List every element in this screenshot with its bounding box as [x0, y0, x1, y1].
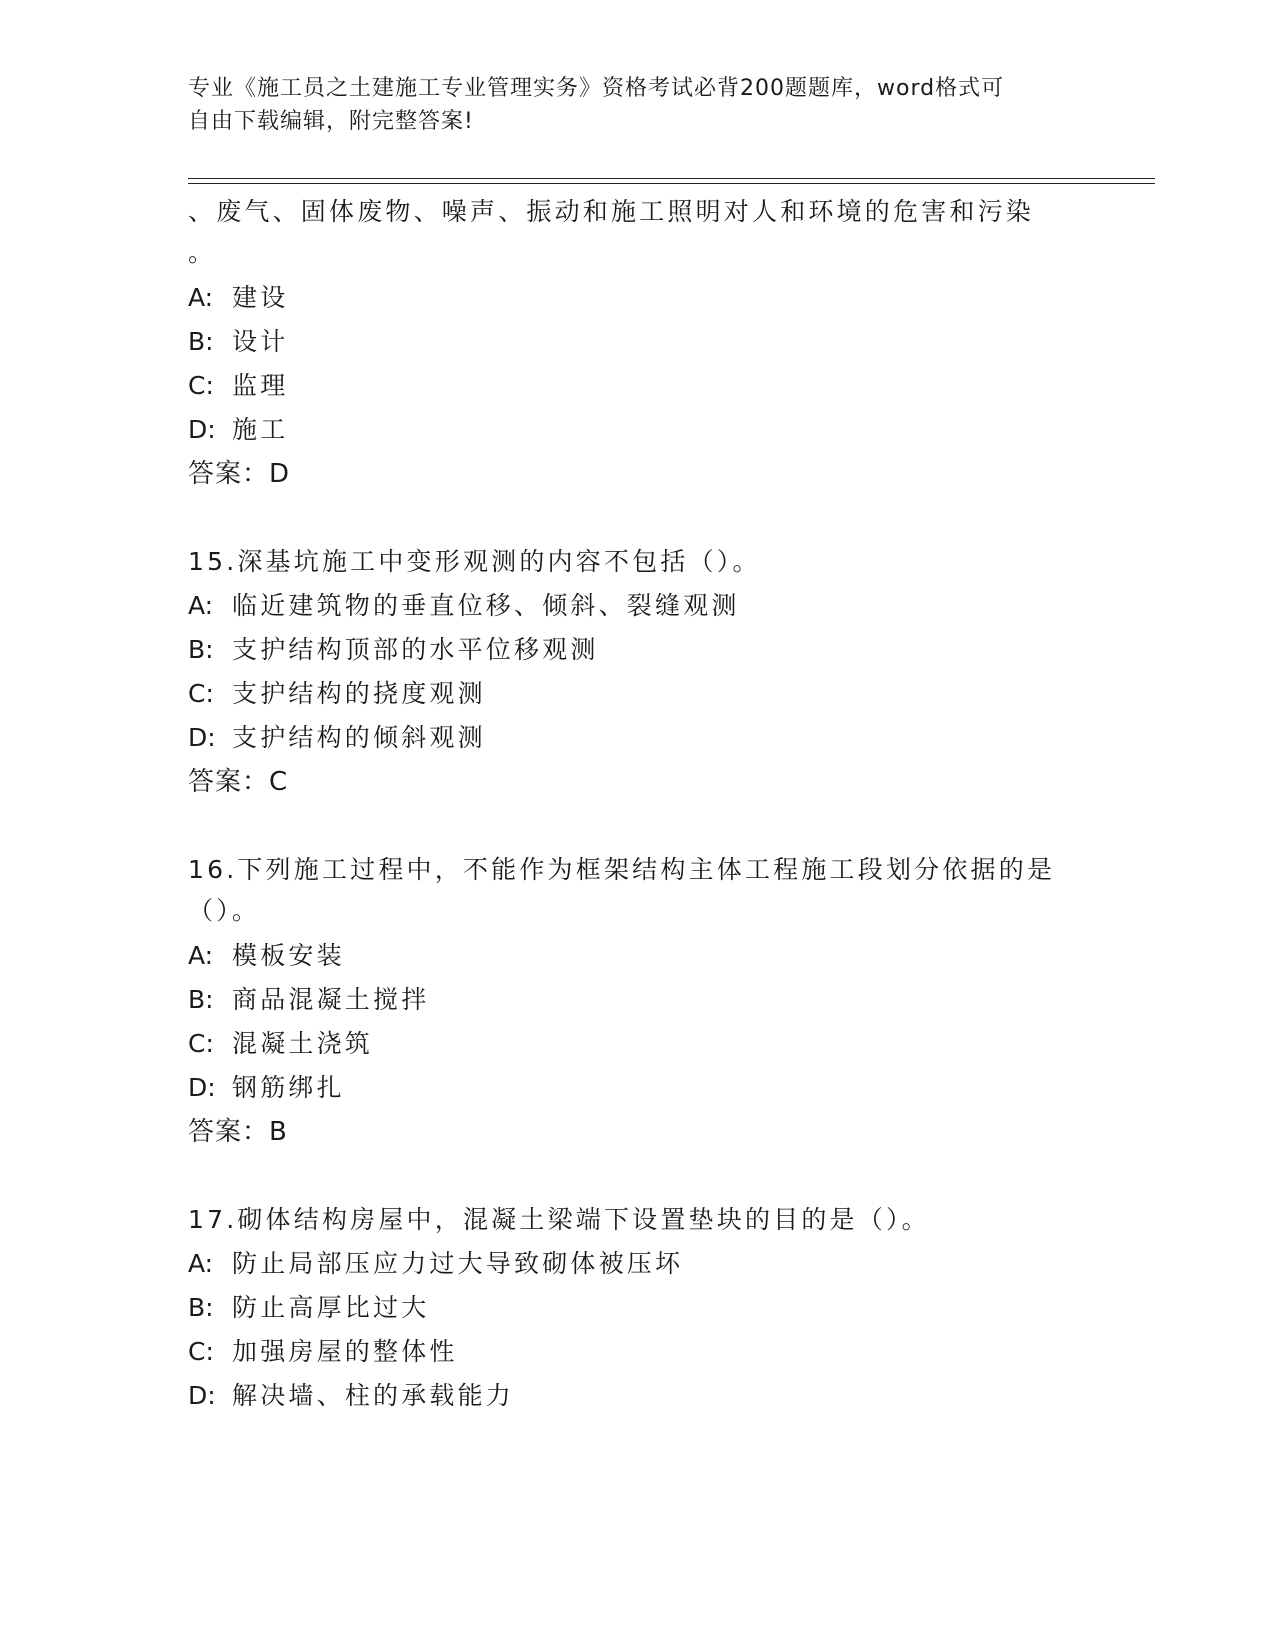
q15-answer: 答案：C — [188, 767, 289, 797]
option-text: 支护结构的挠度观测 — [232, 679, 486, 708]
option-letter: B: — [188, 985, 214, 1014]
page-header — [188, 72, 1088, 138]
option-text: 建设 — [232, 283, 289, 312]
q15-option-b — [188, 633, 599, 667]
option-text: 防止高厚比过大 — [232, 1293, 430, 1322]
q16-option-b — [188, 983, 429, 1017]
q14-option-a — [188, 281, 288, 315]
option-text: 钢筋绑扎 — [232, 1073, 345, 1102]
q17-option-a — [188, 1247, 683, 1281]
option-letter: A: — [188, 941, 214, 970]
q16-text-line-1: 16.下列施工过程中，不能作为框架结构主体工程施工段划分依据的是 — [188, 855, 1056, 884]
option-letter: D: — [188, 1381, 216, 1410]
option-letter: C: — [188, 1337, 214, 1366]
q16-answer: 答案：B — [188, 1117, 288, 1147]
q17-option-d — [188, 1379, 514, 1413]
header-line-2: 自由下载编辑，附完整答案! — [188, 109, 474, 134]
header-divider-top — [188, 178, 1155, 179]
option-text: 设计 — [232, 327, 289, 356]
q15-option-a — [188, 589, 740, 623]
option-text: 防止局部压应力过大导致砌体被压坏 — [232, 1249, 684, 1278]
option-text: 临近建筑物的垂直位移、倾斜、裂缝观测 — [232, 591, 740, 620]
q15-option-c — [188, 677, 486, 711]
option-letter: B: — [188, 1293, 214, 1322]
q16-option-a — [188, 939, 345, 973]
q14-text-continued: 、废气、固体废物、噪声、振动和施工照明对人和环境的危害和污染 — [188, 197, 1035, 226]
q14-answer: 答案：D — [188, 459, 291, 489]
q14-option-c — [188, 369, 288, 403]
option-text: 加强房屋的整体性 — [232, 1337, 458, 1366]
option-text: 支护结构顶部的水平位移观测 — [232, 635, 599, 664]
q14-text-end: 。 — [188, 238, 217, 267]
option-letter: A: — [188, 1249, 214, 1278]
option-text: 混凝土浇筑 — [232, 1029, 374, 1058]
q15-text: 15.深基坑施工中变形观测的内容不包括（）。 — [188, 547, 761, 576]
q14-option-d — [188, 413, 288, 447]
header-line-1: 专业《施工员之土建施工专业管理实务》资格考试必背200题题库，word格式可 — [188, 76, 1005, 101]
header-divider-bottom — [188, 183, 1155, 184]
option-letter: D: — [188, 415, 216, 444]
option-letter: C: — [188, 1029, 214, 1058]
option-letter: B: — [188, 635, 214, 664]
q17-option-b — [188, 1291, 429, 1325]
option-letter: A: — [188, 591, 214, 620]
option-letter: D: — [188, 723, 216, 752]
option-text: 施工 — [232, 415, 289, 444]
q17-option-c — [188, 1335, 458, 1369]
option-letter: B: — [188, 327, 214, 356]
option-text: 解决墙、柱的承载能力 — [232, 1381, 515, 1410]
q16-option-c — [188, 1027, 373, 1061]
option-letter: D: — [188, 1073, 216, 1102]
option-letter: C: — [188, 371, 214, 400]
q15-option-d — [188, 721, 486, 755]
option-letter: C: — [188, 679, 214, 708]
q14-option-b — [188, 325, 288, 359]
option-text: 支护结构的倾斜观测 — [232, 723, 486, 752]
option-text: 监理 — [232, 371, 289, 400]
option-text: 模板安装 — [232, 941, 345, 970]
option-text: 商品混凝土搅拌 — [232, 985, 430, 1014]
q17-text: 17.砌体结构房屋中，混凝土梁端下设置垫块的目的是（）。 — [188, 1205, 930, 1234]
q16-text-line-2: （）。 — [188, 896, 261, 925]
option-letter: A: — [188, 283, 214, 312]
q16-option-d — [188, 1071, 345, 1105]
